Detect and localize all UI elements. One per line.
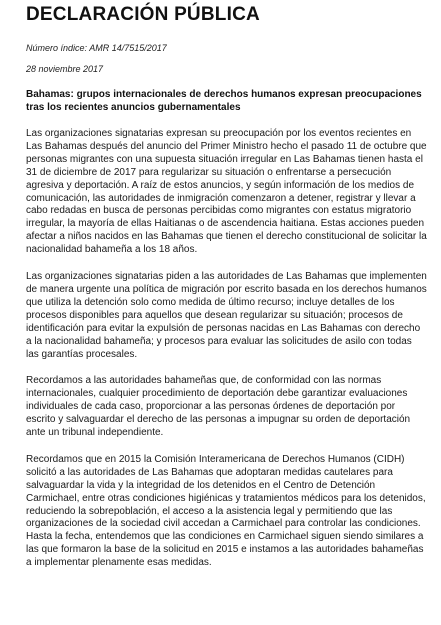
body-paragraph-4: Recordamos que en 2015 la Comisión Interamericana de Derechos Humanos (CIDH) solicitó a las autoridades de Las Bahamas que adoptaran medidas cautelares para salvaguardar la vida y la integridad de los detenidos en el Centro de Detención Carmichael, entre otras condiciones higiénicas y tratamientos médicos para los detenidos, reduciendo la sobrepoblación, el acceso a la asistencia legal y permitiendo que las organizaciones de la sociedad civil accedan a Carmichael para controlar las condiciones. Hasta la fecha, entendemos que las condiciones en Carmichael siguen siendo similares a las que formaron la base de la solicitud en 2015 e instamos a las autoridades bahameñas a implementar plenamente esas medidas. (26, 453, 426, 569)
body-paragraph-1: Las organizaciones signatarias expresan su preocupación por los eventos recientes en Las Bahamas después del anuncio del Primer Ministro hecho el pasado 11 de octubre que personas migrantes con una supuesta situación irregular en Las Bahamas tienen hasta el 31 de diciembre de 2017 para regularizar su situación o enfrentarse a persecución agresiva y deportación. A raíz de estos anuncios, y según información de los medios de comunicación, las autoridades de inmigración comenzaron a detener, registrar y llevar a cabo redadas en busca de personas percibidas como migrantes con estatus migratorio irregular, la mayoría de ellas Haitianas o de ascendencia haitiana. Estas acciones pueden afectar a niños nacidos en las Bahamas que tienen el derecho constitucional de solicitar la nacionalidad bahameña a los 18 años. (26, 128, 427, 256)
body-paragraph-2: Las organizaciones signatarias piden a las autoridades de Las Bahamas que implementen de manera urgente una política de migración por escrito basada en los derechos humanos que utiliza la detención solo como medida de último recurso; incluye detalles de los procesos disponibles para aquellos que desean regularizar su situación; procesos de identificación para evitar la expulsión de personas nacidas en Las Bahamas con derecho a la nacionalidad bahameña; y procesos para evaluar las solicitudes de asilo con todas las garantías procesales. (26, 271, 427, 360)
body-paragraph-3: Recordamos a las autoridades bahameñas que, de conformidad con las normas internacionales, cualquier procedimiento de deportación debe garantizar evaluaciones individuales de cada caso, proporcionar a las personas órdenes de deportación por escrito y salvaguardar el derecho de las personas a impugnar su orden de deportación ante un tribunal independiente. (26, 375, 411, 439)
headline: Bahamas: grupos internacionales de derechos humanos expresan preocupaciones tras los recientes anuncios gubernamentales (26, 89, 422, 113)
document-title: DECLARACIÓN PÚBLICA (26, 4, 260, 25)
publication-date: 28 noviembre 2017 (26, 64, 104, 74)
index-number: Número índice: AMR 14/7515/2017 (26, 43, 167, 53)
